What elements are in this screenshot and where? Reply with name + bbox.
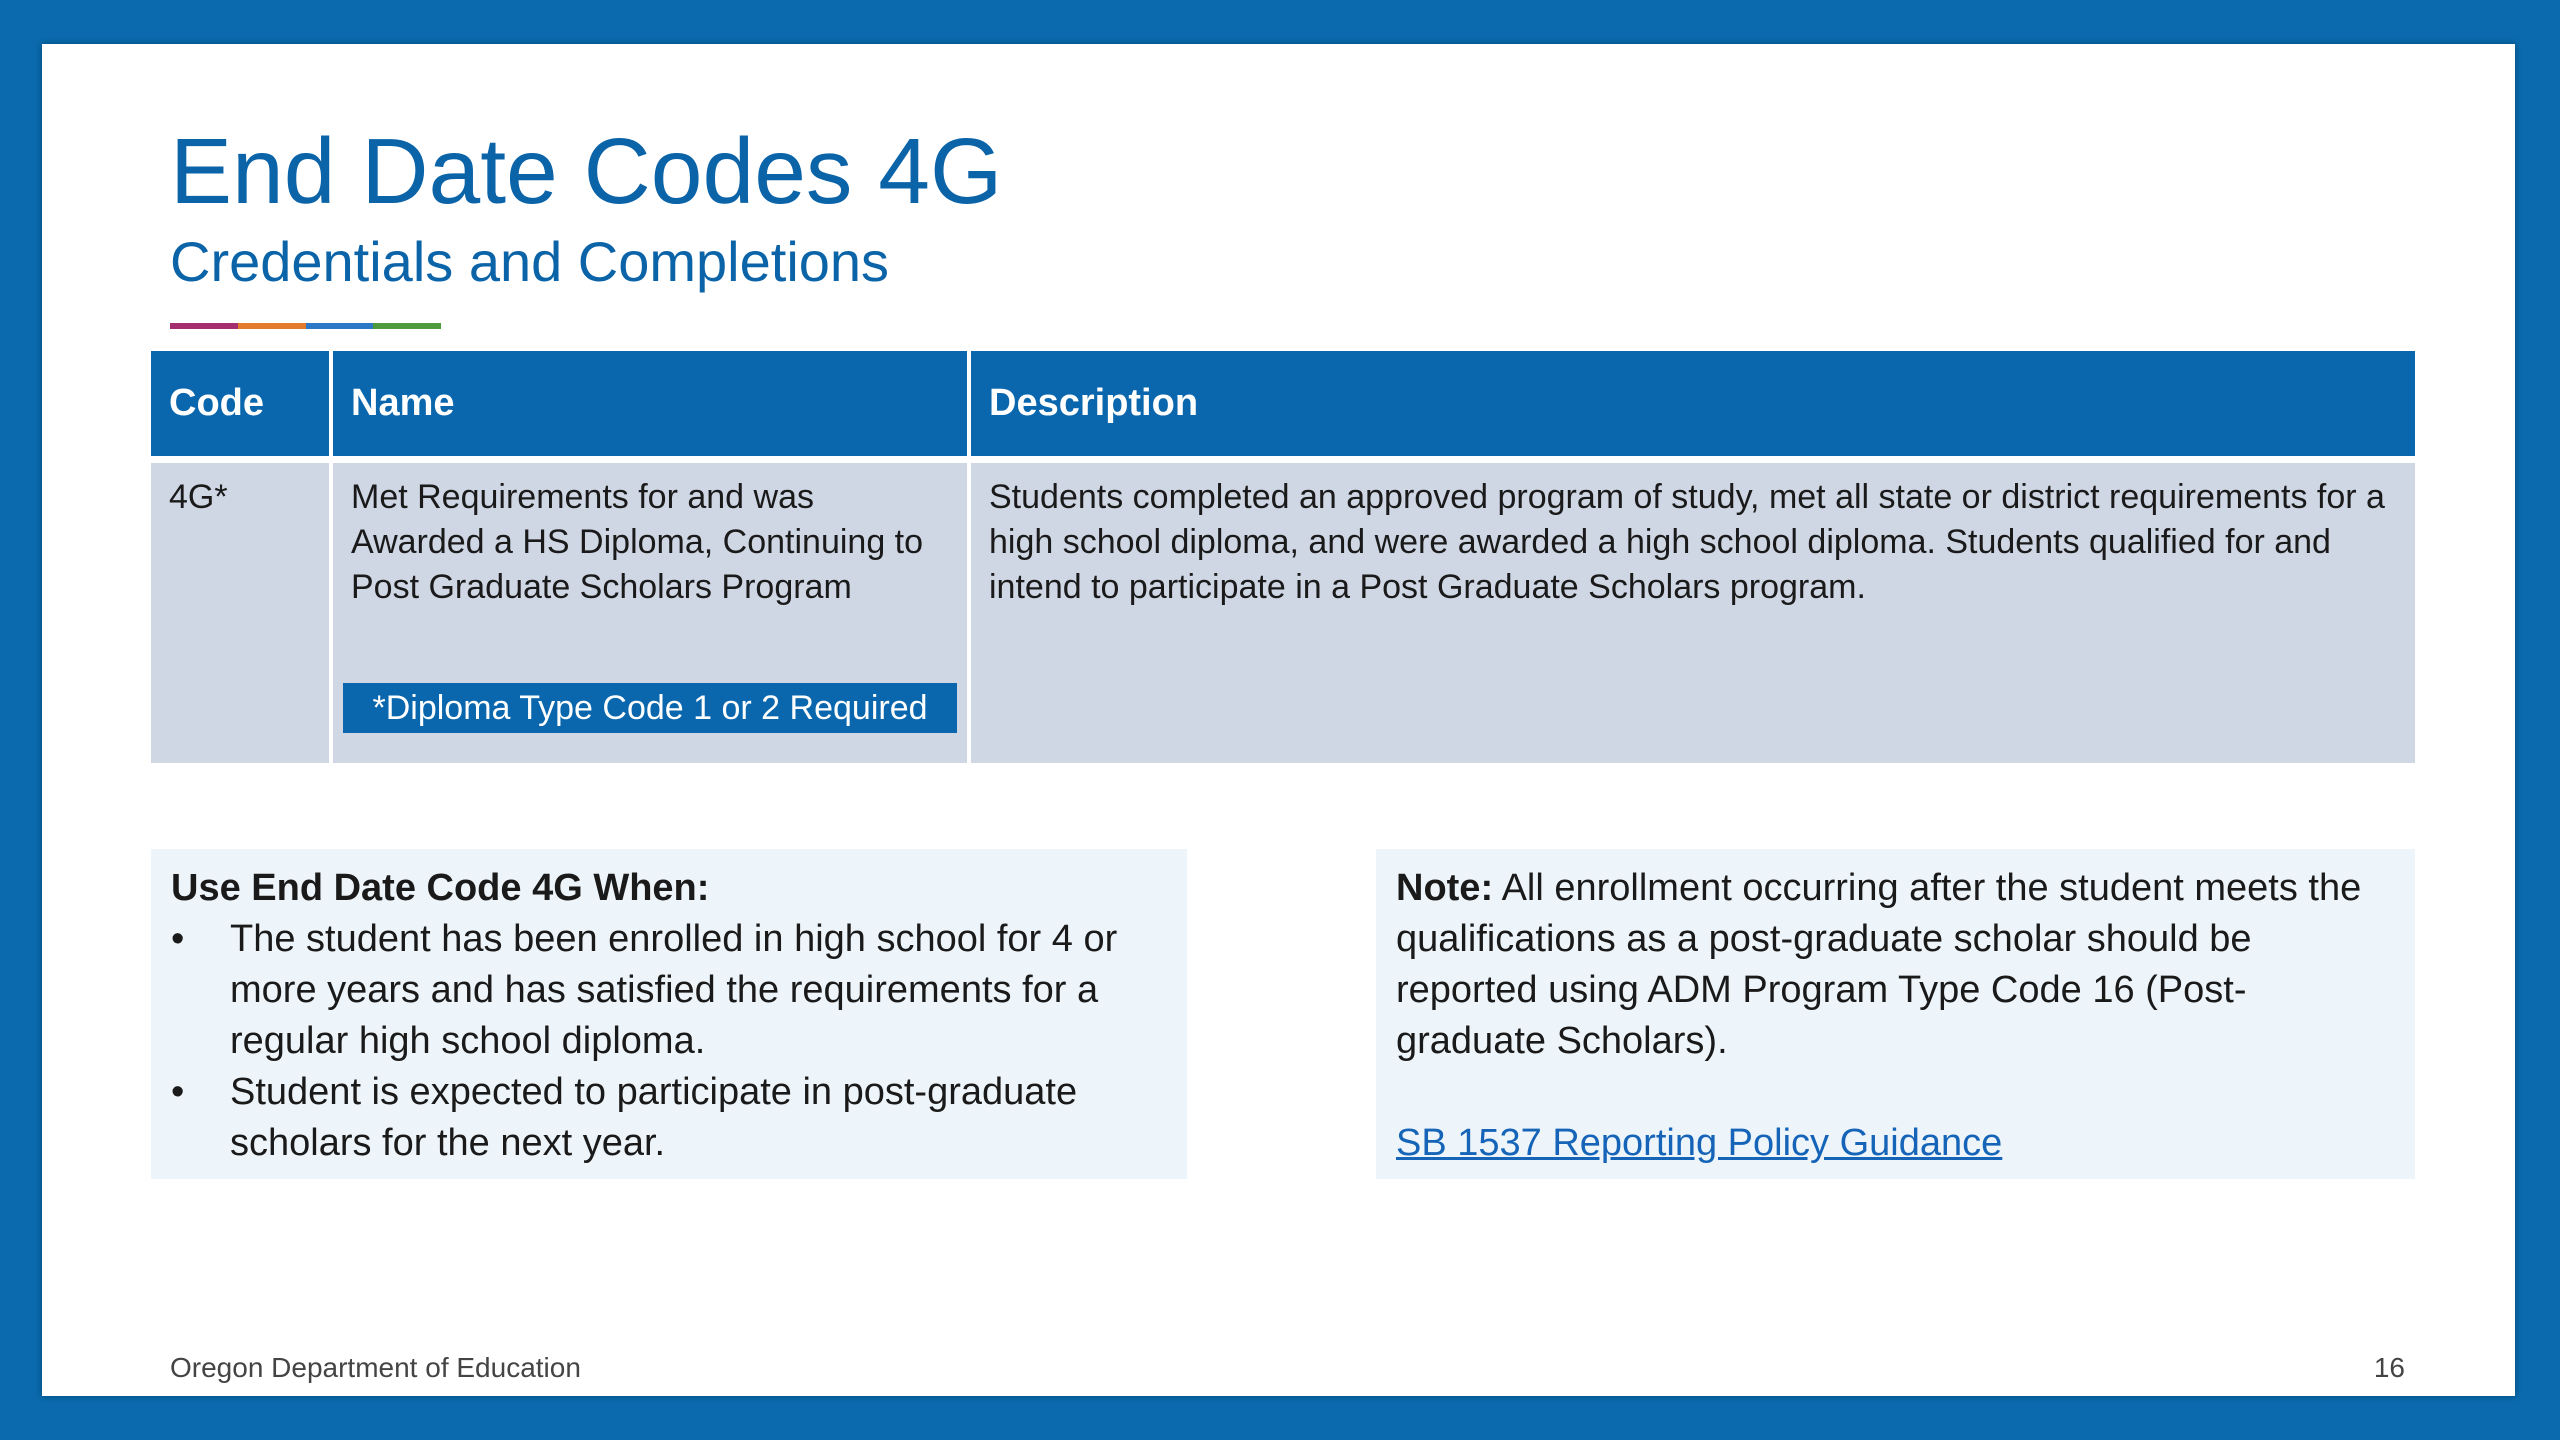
header-description: Description: [971, 351, 2415, 456]
header-name: Name: [333, 351, 967, 456]
note-box: [1376, 849, 2415, 1179]
cell-name: [333, 463, 967, 763]
slide-subtitle: Credentials and Completions: [170, 230, 890, 293]
list-item: [171, 914, 1167, 1067]
use-when-list: [171, 914, 1167, 1169]
accent-segment: [170, 323, 238, 329]
accent-segment: [373, 323, 441, 329]
accent-segment: [306, 323, 374, 329]
bullet-text: Student is expected to participate in post-graduate scholars for the next year.: [230, 1071, 1078, 1164]
table-header-row: [151, 351, 2415, 456]
accent-bar: [170, 323, 441, 329]
slide-title: End Date Codes 4G: [170, 119, 1003, 223]
use-when-box: [151, 849, 1187, 1179]
note-label: Note:: [1396, 867, 1494, 909]
note-paragraph: [1396, 863, 2395, 1067]
bullet-icon: •: [171, 918, 185, 960]
slide: [42, 44, 2515, 1396]
bullet-icon: •: [171, 1071, 185, 1113]
header-code: Code: [151, 351, 329, 456]
codes-table: [151, 351, 2415, 763]
cell-description: Students completed an approved program of study, met all state or district requirements for a high school diploma, and were awarded a high school diploma. Students qualified for and intend to participate in a Post Graduate Scholars program.: [971, 463, 2415, 763]
requirement-badge: *Diploma Type Code 1 or 2 Required: [343, 683, 957, 733]
cell-code: 4G*: [151, 463, 329, 763]
footer-organization: Oregon Department of Education: [170, 1352, 581, 1383]
policy-guidance-link[interactable]: SB 1537 Reporting Policy Guidance: [1396, 1122, 2003, 1164]
cell-name-text: Met Requirements for and was Awarded a HS Diploma, Continuing to Post Graduate Scholars Program: [351, 478, 924, 606]
page-number: 16: [2373, 1352, 2405, 1383]
bullet-text: The student has been enrolled in high school for 4 or more years and has satisfied the requirements for a regular high school diploma.: [230, 918, 1118, 1062]
list-item: [171, 1067, 1167, 1169]
accent-segment: [238, 323, 306, 329]
note-text: All enrollment occurring after the student meets the qualifications as a post-graduate scholar should be reported using ADM Program Type Code 16 (Post-graduate Scholars).: [1396, 867, 2362, 1062]
use-when-title: Use End Date Code 4G When:: [171, 867, 710, 909]
